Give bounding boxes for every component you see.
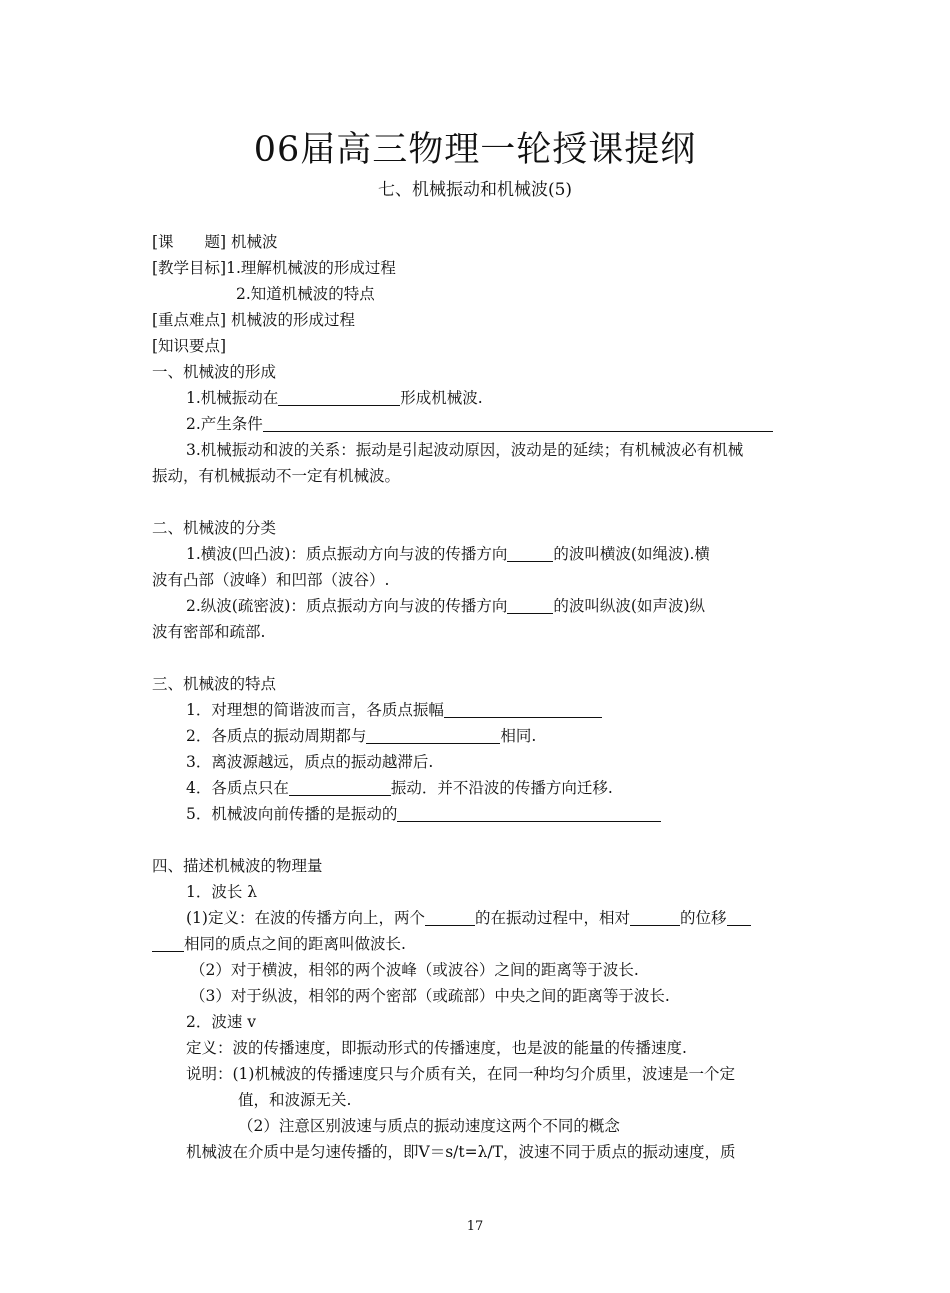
wavelength-definition-cont	[152, 932, 800, 956]
speed-last-line: 机械波在介质中是匀速传播的，即V＝s/t=λ/T，波速不同于质点的振动速度，质	[186, 1143, 736, 1161]
page-subtitle: 七、机械振动和机械波(5)	[377, 180, 573, 200]
fill-blank	[630, 907, 680, 926]
wavelength-def-text-d: 相同的质点之间的距离叫做波长.	[184, 935, 406, 953]
section1-item3: 3.机械振动和波的关系：振动是引起波动原因，波动是的延续；有机械波必有机械	[186, 441, 744, 459]
section2-item1-cont: 波有凸部（波峰）和凹部（波谷）.	[152, 571, 390, 589]
section3-item4-suffix: 振动．并不沿波的传播方向迁移.	[390, 779, 613, 797]
section3-heading: 三、机械波的特点	[152, 675, 277, 693]
fill-blank	[366, 725, 500, 744]
section3-item5-text: 5．机械波向前传播的是振动的	[186, 805, 398, 823]
page-title: 06届高三物理一轮授课提纲	[253, 130, 697, 170]
section1-item1-text: 1.机械振动在	[186, 389, 279, 407]
section1-item2-text: 2.产生条件	[186, 415, 263, 433]
speed-note-1: 说明：(1)机械波的传播速度只与介质有关，在同一种均匀介质里，波速是一个定	[186, 1065, 735, 1083]
section4-heading: 四、描述机械波的物理量	[152, 857, 323, 875]
fill-blank	[444, 699, 602, 718]
section2-item1-suffix: 的波叫横波(如绳波).横	[553, 545, 710, 563]
fill-blank	[727, 907, 751, 926]
section2-item2-text: 2.纵波(疏密波)：质点振动方向与波的传播方向	[186, 597, 508, 615]
section3-item4	[186, 776, 800, 800]
section1-heading: 一、机械波的形成	[152, 363, 277, 381]
wavelength-def-text-c: 的位移	[679, 909, 727, 927]
section2-heading: 二、机械波的分类	[152, 519, 277, 537]
section1-item2	[186, 412, 800, 436]
speed-heading: 2．波速 v	[186, 1013, 257, 1031]
wavelength-point-3: （3）对于纵波，相邻的两个密部（或疏部）中央之间的距离等于波长.	[190, 987, 670, 1005]
fill-blank	[425, 907, 475, 926]
section2-item1	[186, 542, 800, 566]
wavelength-def-text-b: 的在振动过程中，相对	[474, 909, 630, 927]
speed-note-2: （2）注意区别波速与质点的振动速度这两个不同的概念	[238, 1117, 620, 1135]
fill-blank	[278, 387, 400, 406]
page-number: 17	[466, 1219, 484, 1234]
section2-item1-text: 1.横波(凹凸波)：质点振动方向与波的传播方向	[186, 545, 508, 563]
wavelength-heading: 1．波长 λ	[186, 883, 258, 901]
wavelength-def-text-a: (1)定义：在波的传播方向上，两个	[186, 909, 425, 927]
section3-item2-text: 2．各质点的振动周期都与	[186, 727, 367, 745]
goal-line-1: [教学目标]1.理解机械波的形成过程	[152, 259, 396, 277]
section1-item1	[186, 386, 800, 410]
section2-item2-suffix: 的波叫纵波(如声波)纵	[553, 597, 705, 615]
section1-item1-suffix: 形成机械波.	[400, 389, 483, 407]
wavelength-definition	[186, 906, 800, 930]
wavelength-point-2: （2）对于横波，相邻的两个波峰（或波谷）之间的距离等于波长.	[190, 961, 639, 979]
knowledge-heading: [知识要点]	[152, 337, 227, 355]
section3-item2-suffix: 相同.	[500, 727, 537, 745]
section3-item4-text: 4．各质点只在	[186, 779, 289, 797]
fill-blank	[152, 933, 184, 952]
section2-item2-cont: 波有密部和疏部.	[152, 623, 266, 641]
topic-line: [课 题] 机械波	[152, 233, 278, 251]
section2-item2	[186, 594, 800, 618]
speed-note-1-cont: 值，和波源无关.	[238, 1091, 352, 1109]
fill-blank	[263, 413, 773, 432]
fill-blank	[507, 595, 553, 614]
section1-item3-cont: 振动，有机械振动不一定有机械波。	[152, 467, 401, 485]
speed-definition: 定义：波的传播速度，即振动形式的传播速度，也是波的能量的传播速度.	[186, 1039, 687, 1057]
goal-line-2: 2.知道机械波的特点	[236, 285, 375, 303]
fill-blank	[289, 777, 391, 796]
fill-blank	[397, 803, 661, 822]
section3-item1	[186, 698, 800, 722]
fill-blank	[507, 543, 553, 562]
section3-item3: 3．离波源越远，质点的振动越滞后.	[186, 753, 434, 771]
section3-item2	[186, 724, 800, 748]
key-points-line: [重点难点] 机械波的形成过程	[152, 311, 356, 329]
section3-item1-text: 1．对理想的简谐波而言，各质点振幅	[186, 701, 444, 719]
section3-item5	[186, 802, 800, 826]
